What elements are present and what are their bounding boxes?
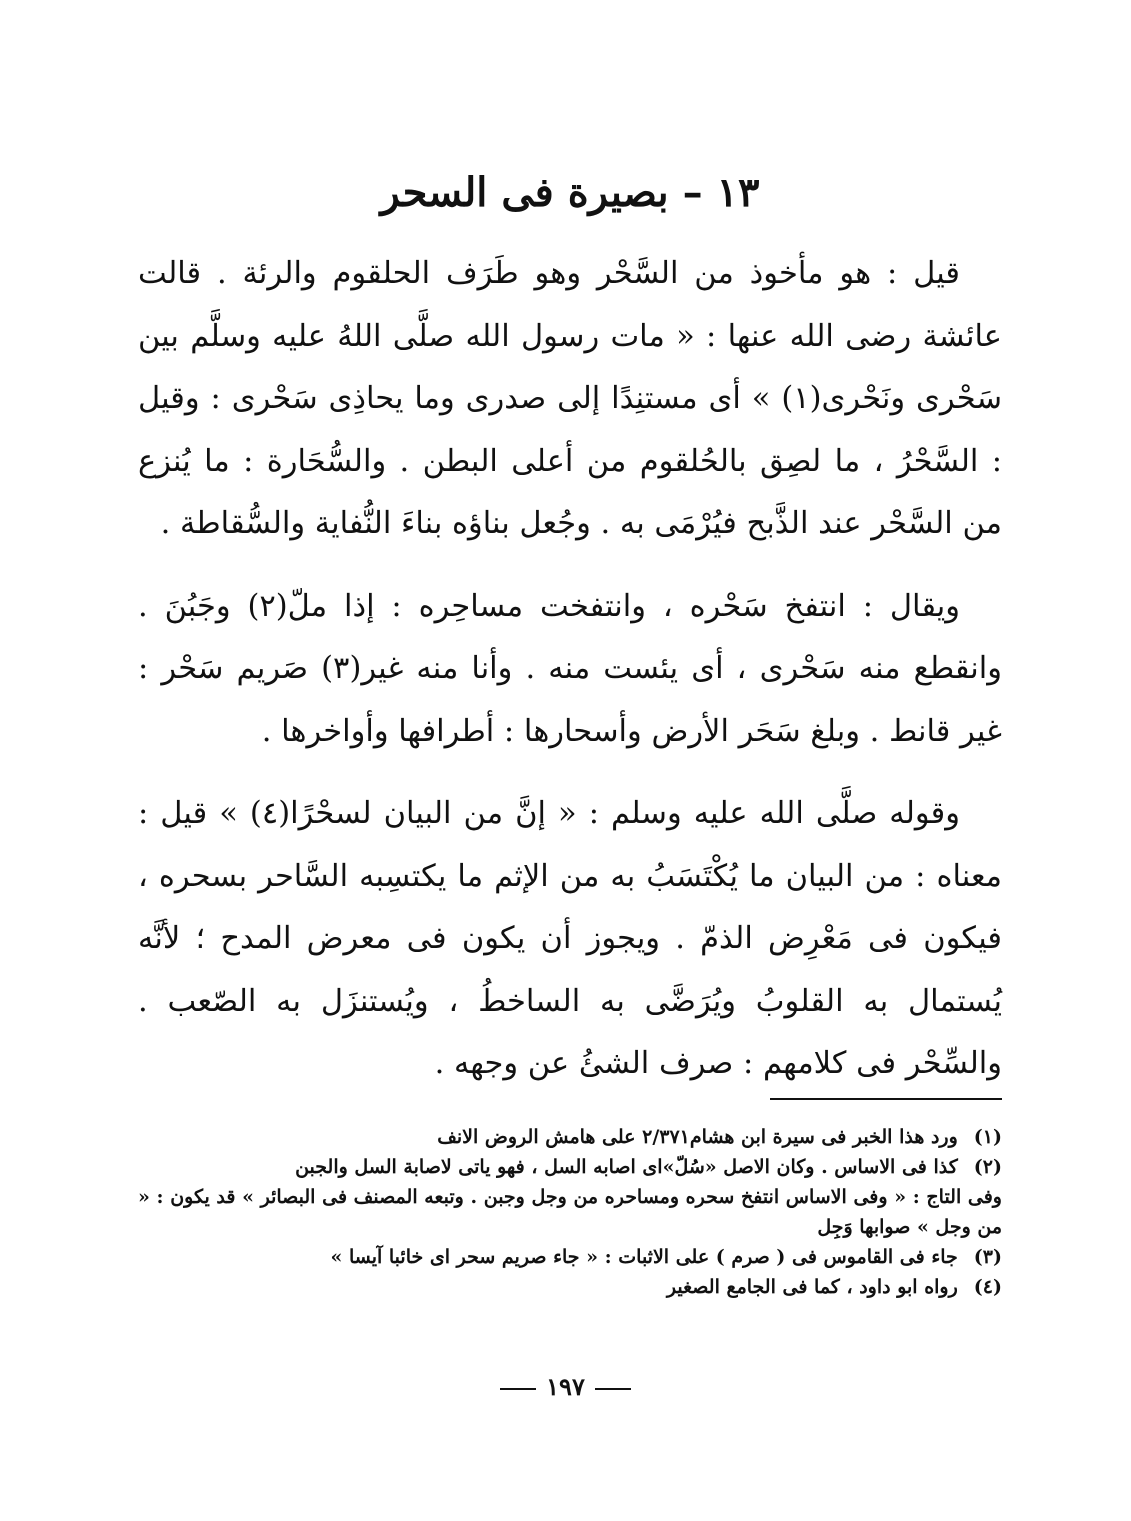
footnote-text: ورد هذا الخبر فى سيرة ابن هشام٢/٣٧١ على هامش الروض الانف <box>437 1126 958 1148</box>
footnote-text: كذا فى الاساس . وكان الاصل «سُلّ»اى اصابه السل ، فهو ياتى لاصابة السل والجبن <box>295 1156 958 1178</box>
footnote-text: رواه ابو داود ، كما فى الجامع الصغير <box>666 1276 958 1298</box>
paragraph-1: قيل : هو مأخوذ من السَّحْر وهو طَرَف الحلقوم والرئة . قالت عائشة رضى الله عنها : « مات رسول الله صلَّى اللهُ عليه وسلَّم بين سَحْرى ونَحْرى(١) » أى مستنِدًا إلى صدرى وما يحاذِى سَحْرى : وقيل : السَّحْرُ ، ما لصِق بالحُلقوم من أعلى البطن . والسُّحَارة : ما يُنزع من السَّحْر عند الذَّبح فيُرْمَى به . وجُعل بناؤه بناءَ النُّفاية والسُّقاطة . <box>138 256 1002 541</box>
chapter-title: ١٣ – بصيرة فى السحر <box>380 169 760 216</box>
page-number-footer <box>0 1372 1131 1401</box>
footnote-3 <box>138 1242 1002 1272</box>
footnote-2-continued: وفى التاج : « وفى الاساس انتفخ سحره ومساحره من وجل وجبن . وتبعه المصنف فى البصائر » قد يكون : « من وجل » صوابها وَجِل <box>138 1186 1002 1238</box>
footnote-4 <box>138 1272 1002 1302</box>
paragraph-2: ويقال : انتفخ سَحْره ، وانتفخت مساحِره : إذا ملّ(٢) وجَبُنَ . وانقطع منه سَحْرى ، أى يئست منه . وأنا منه غير(٣) صَريم سَحْر : غير قانط . وبلغ سَحَر الأرض وأسحارها : أطرافها وأواخرها . <box>138 588 1002 749</box>
paragraph-3: وقوله صلَّى الله عليه وسلم : « إنَّ من البيان لسحْرًا(٤) » قيل : معناه : من البيان ما يُكْتَسَبُ به من الإثم ما يكتسِبه السَّاحر بسحره ، فيكون فى مَعْرِض الذمّ . ويجوز أن يكون فى معرض المدح ؛ لأنَّه يُستمال به القلوبُ ويُرَضَّى به الساخطُ ، ويُستنزَل به الصّعب . والسِّحْر فى كلامهم : صرف الشئُ عن وجهه . <box>138 796 1002 1081</box>
footnote-1 <box>138 1122 1002 1152</box>
footnote-2 <box>138 1152 1002 1182</box>
footnote-number: (٣) <box>973 1246 1002 1268</box>
footnote-number: (١) <box>973 1126 1002 1148</box>
footnote-divider <box>770 1098 1002 1100</box>
page-number-dash-left <box>500 1388 536 1390</box>
main-text <box>138 243 1002 1116</box>
page-number: ١٩٧ <box>546 1372 585 1401</box>
footnote-number: (٤) <box>973 1276 1002 1298</box>
page-number-dash-right <box>595 1388 631 1390</box>
footnotes <box>138 1122 1002 1302</box>
footnote-text: جاء فى القاموس فى ( صرم ) على الاثبات : « جاء صريم سحر اى خائبا آيسا » <box>330 1246 958 1268</box>
footnote-number: (٢) <box>973 1156 1002 1178</box>
